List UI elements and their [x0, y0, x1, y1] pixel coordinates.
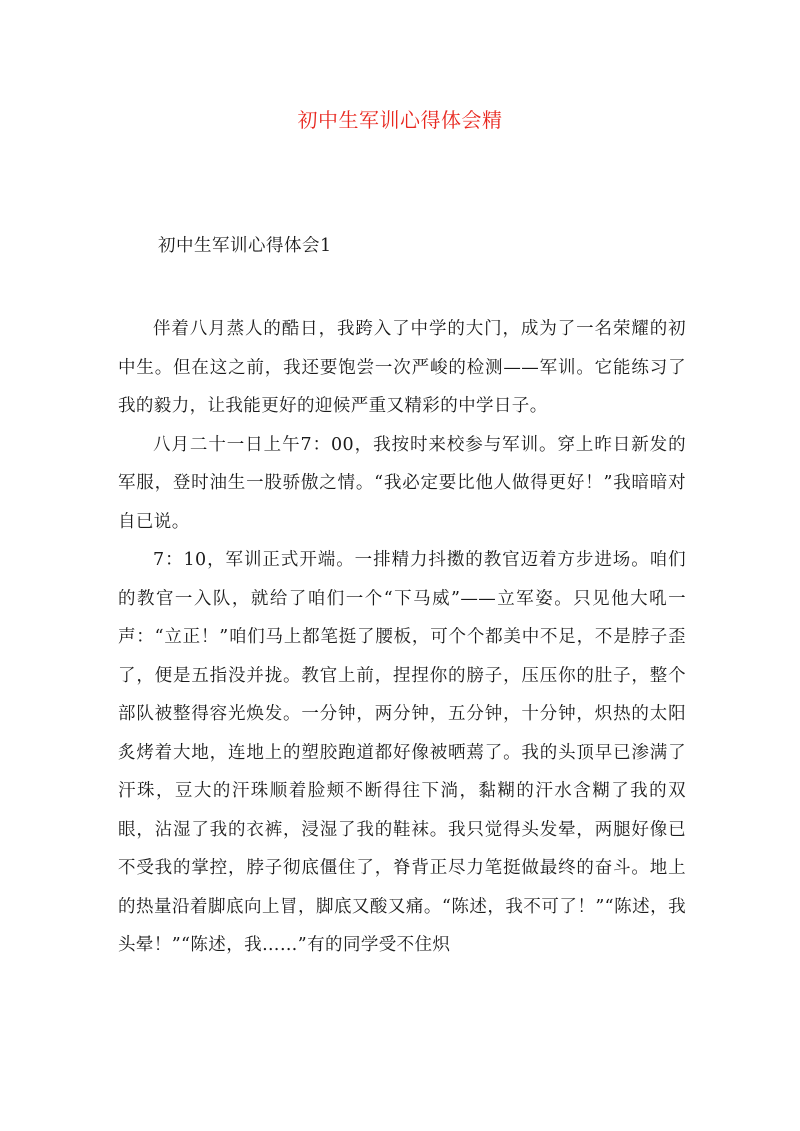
document-body: [118, 310, 686, 965]
paragraph: 伴着八月蒸人的酷日，我跨入了中学的大门，成为了一名荣耀的初中生。但在这之前，我还要饱尝一次严峻的检测——军训。它能练习了我的毅力，让我能更好的迎候严重又精彩的中学日子。: [118, 319, 686, 416]
paragraph: 八月二十一日上午7：00，我按时来校参与军训。穿上昨日新发的军服，登时油生一股骄傲之情。“我必定要比他人做得更好！”我暗暗对自已说。: [118, 434, 686, 532]
section-heading: 初中生军训心得体会1: [158, 236, 332, 256]
document-title: 初中生军训心得体会精: [297, 108, 503, 132]
paragraph: 7：10，军训正式开端。一排精力抖擞的教官迈着方步进场。咱们的教官一入队，就给了咱们一个“下马威”——立军姿。只见他大吼一声：“立正！”咱们马上都笔挺了腰板，可个个都美中不足，不是脖子歪了，便是五指没并拢。教官上前，捏捏你的膀子，压压你的肚子，整个部队被整得容光焕发。一分钟，两分钟，五分钟，十分钟，炽热的太阳炙烤着大地，连地上的塑胶跑道都好像被晒蔫了。我的头顶早已渗满了汗珠，豆大的汗珠顺着脸颊不断得往下淌，黏糊的汗水含糊了我的双眼，沾湿了我的衣裤，浸湿了我的鞋袜。我只觉得头发晕，两腿好像已不受我的掌控，脖子彻底僵住了，脊背正尽力笔挺做最终的奋斗。地上的热量沿着脚底向上冒，脚底又酸又痛。“陈述，我不可了！”“陈述，我头晕！”“陈述，我……”有的同学受不住炽: [118, 550, 686, 955]
